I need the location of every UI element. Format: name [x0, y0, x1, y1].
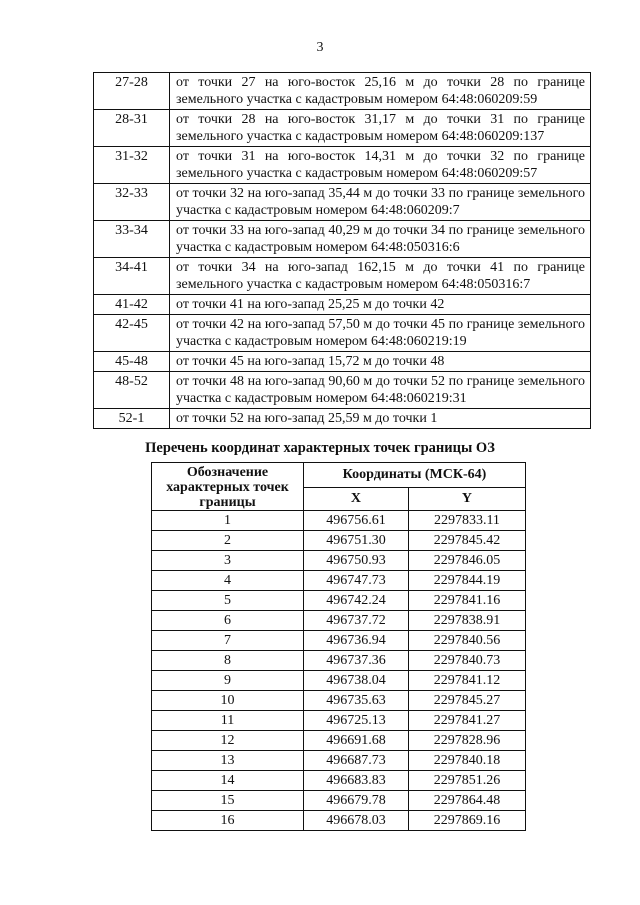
- point-number: 15: [152, 791, 304, 811]
- coordinates-table: [151, 462, 526, 831]
- segment-description: от точки 27 на юго-восток 25,16 м до точки 28 по границе земельного участка с кадастровым номером 64:48:060209:59: [170, 73, 591, 110]
- coordinate-row: [152, 671, 526, 691]
- segments-table: [93, 72, 591, 429]
- coordinate-row: [152, 751, 526, 771]
- segment-description: от точки 28 на юго-восток 31,17 м до точки 31 по границе земельного участка с кадастровым номером 64:48:060209:137: [170, 110, 591, 147]
- y-coordinate: 2297844.19: [408, 571, 525, 591]
- point-number: 11: [152, 711, 304, 731]
- y-coordinate: 2297840.73: [408, 651, 525, 671]
- x-coordinate: 496683.83: [304, 771, 409, 791]
- x-coordinate: 496737.36: [304, 651, 409, 671]
- coordinate-row: [152, 811, 526, 831]
- x-coordinate: 496725.13: [304, 711, 409, 731]
- y-coordinate: 2297833.11: [408, 511, 525, 531]
- point-number: 12: [152, 731, 304, 751]
- point-number: 6: [152, 611, 304, 631]
- segment-row: [94, 258, 591, 295]
- y-coordinate: 2297840.18: [408, 751, 525, 771]
- page-number: 3: [316, 40, 324, 55]
- point-number: 7: [152, 631, 304, 651]
- segment-code: 41-42: [94, 295, 170, 315]
- segment-code: 45-48: [94, 352, 170, 372]
- point-number: 3: [152, 551, 304, 571]
- segment-code: 42-45: [94, 315, 170, 352]
- coordinate-row: [152, 551, 526, 571]
- segment-code: 27-28: [94, 73, 170, 110]
- segment-row: [94, 295, 591, 315]
- point-number: 2: [152, 531, 304, 551]
- segment-code: 48-52: [94, 372, 170, 409]
- y-coordinate: 2297841.16: [408, 591, 525, 611]
- x-coordinate: 496736.94: [304, 631, 409, 651]
- y-coordinate: 2297864.48: [408, 791, 525, 811]
- point-number: 16: [152, 811, 304, 831]
- y-coordinate: 2297851.26: [408, 771, 525, 791]
- segment-description: от точки 42 на юго-запад 57,50 м до точки 45 по границе земельного участка с кадастровым номером 64:48:060219:19: [170, 315, 591, 352]
- y-coordinate: 2297845.42: [408, 531, 525, 551]
- x-coordinate: 496756.61: [304, 511, 409, 531]
- segment-row: [94, 110, 591, 147]
- y-coordinate: 2297840.56: [408, 631, 525, 651]
- segment-description: от точки 52 на юго-запад 25,59 м до точки 1: [170, 409, 591, 429]
- y-header: Y: [408, 487, 525, 510]
- y-coordinate: 2297869.16: [408, 811, 525, 831]
- segment-row: [94, 372, 591, 409]
- coordinate-row: [152, 531, 526, 551]
- coordinate-row: [152, 691, 526, 711]
- segment-description: от точки 34 на юго-запад 162,15 м до точки 41 по границе земельного участка с кадастровым номером 64:48:050316:7: [170, 258, 591, 295]
- segment-row: [94, 147, 591, 184]
- segment-code: 34-41: [94, 258, 170, 295]
- x-coordinate: 496735.63: [304, 691, 409, 711]
- segment-code: 52-1: [94, 409, 170, 429]
- segment-description: от точки 45 на юго-запад 15,72 м до точки 48: [170, 352, 591, 372]
- coordinate-row: [152, 571, 526, 591]
- x-coordinate: 496691.68: [304, 731, 409, 751]
- y-coordinate: 2297841.27: [408, 711, 525, 731]
- segment-code: 28-31: [94, 110, 170, 147]
- x-coordinate: 496751.30: [304, 531, 409, 551]
- point-number: 4: [152, 571, 304, 591]
- x-coordinate: 496678.03: [304, 811, 409, 831]
- segment-description: от точки 33 на юго-запад 40,29 м до точки 34 по границе земельного участка с кадастровым номером 64:48:050316:6: [170, 221, 591, 258]
- coordinate-row: [152, 711, 526, 731]
- point-number: 5: [152, 591, 304, 611]
- segment-row: [94, 73, 591, 110]
- coordinate-row: [152, 631, 526, 651]
- designation-header: Обозначение характерных точек границы: [152, 463, 304, 511]
- segment-description: от точки 41 на юго-запад 25,25 м до точки 42: [170, 295, 591, 315]
- segment-description: от точки 32 на юго-запад 35,44 м до точки 33 по границе земельного участка с кадастровым номером 64:48:060209:7: [170, 184, 591, 221]
- x-header: X: [304, 487, 409, 510]
- y-coordinate: 2297841.12: [408, 671, 525, 691]
- y-coordinate: 2297845.27: [408, 691, 525, 711]
- point-number: 9: [152, 671, 304, 691]
- section-title: Перечень координат характерных точек границы ОЗ: [145, 440, 495, 456]
- segment-row: [94, 409, 591, 429]
- segment-row: [94, 184, 591, 221]
- coordinate-row: [152, 731, 526, 751]
- coordinate-row: [152, 791, 526, 811]
- point-number: 8: [152, 651, 304, 671]
- segment-code: 33-34: [94, 221, 170, 258]
- point-number: 10: [152, 691, 304, 711]
- y-coordinate: 2297828.96: [408, 731, 525, 751]
- segment-row: [94, 352, 591, 372]
- coordinate-row: [152, 511, 526, 531]
- point-number: 13: [152, 751, 304, 771]
- point-number: 1: [152, 511, 304, 531]
- y-coordinate: 2297838.91: [408, 611, 525, 631]
- coordinate-row: [152, 651, 526, 671]
- coordinate-row: [152, 611, 526, 631]
- x-coordinate: 496742.24: [304, 591, 409, 611]
- segment-code: 32-33: [94, 184, 170, 221]
- y-coordinate: 2297846.05: [408, 551, 525, 571]
- x-coordinate: 496687.73: [304, 751, 409, 771]
- segment-code: 31-32: [94, 147, 170, 184]
- x-coordinate: 496737.72: [304, 611, 409, 631]
- coordinate-row: [152, 771, 526, 791]
- x-coordinate: 496747.73: [304, 571, 409, 591]
- x-coordinate: 496738.04: [304, 671, 409, 691]
- x-coordinate: 496750.93: [304, 551, 409, 571]
- segment-row: [94, 221, 591, 258]
- point-number: 14: [152, 771, 304, 791]
- segment-row: [94, 315, 591, 352]
- coordinate-row: [152, 591, 526, 611]
- x-coordinate: 496679.78: [304, 791, 409, 811]
- segment-description: от точки 31 на юго-восток 14,31 м до точки 32 по границе земельного участка с кадастровым номером 64:48:060209:57: [170, 147, 591, 184]
- segment-description: от точки 48 на юго-запад 90,60 м до точки 52 по границе земельного участка с кадастровым номером 64:48:060219:31: [170, 372, 591, 409]
- coordinates-header: Координаты (МСК-64): [304, 463, 526, 488]
